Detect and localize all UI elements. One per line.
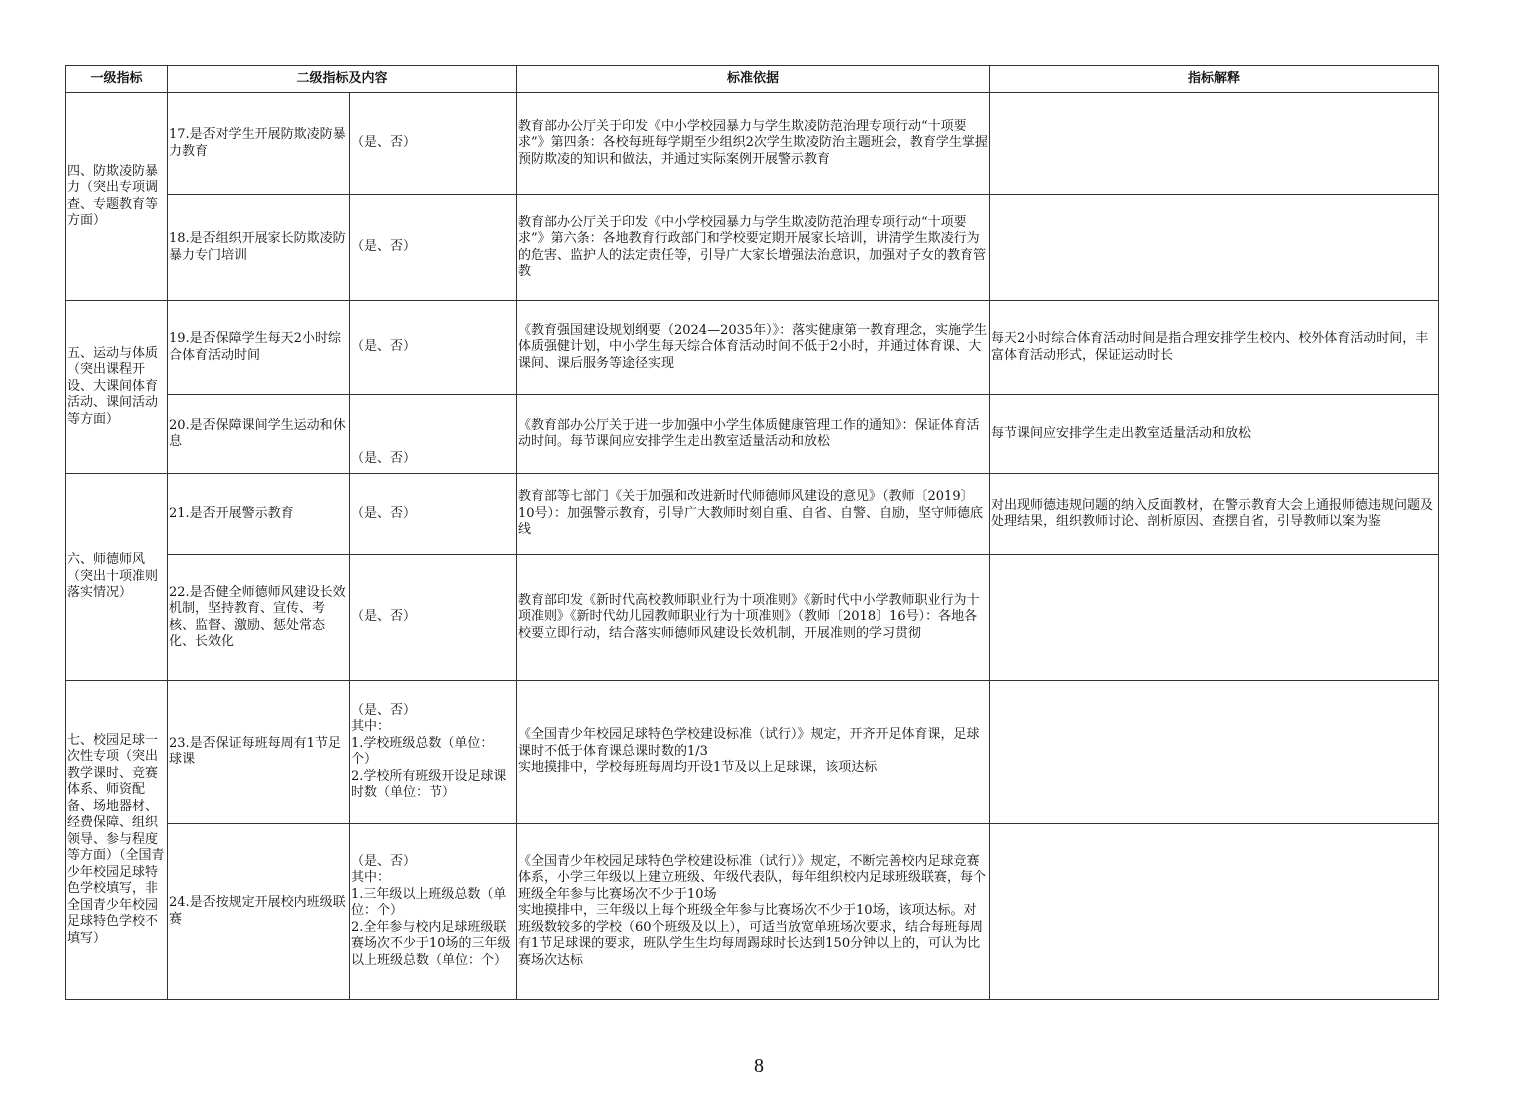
answer-cell: （是、否） — [350, 474, 517, 555]
basis-cell: 《全国青少年校园足球特色学校建设标准（试行）》规定，开齐开足体育课，足球课时不低于体育课总课时数的1/3 实地摸排中，学校每班每周均开设1节及以上足球课，该项达标 — [517, 681, 990, 824]
answer-cell: （是、否） — [350, 93, 517, 195]
basis-cell: 教育部办公厅关于印发《中小学校园暴力与学生欺凌防范治理专项行动“十项要求”》第六条：各地教育行政部门和学校要定期开展家长培训，讲清学生欺凌行为的危害、监护人的法定责任等，引导广大家长增强法治意识，加强对子女的教育管教 — [517, 195, 990, 301]
level2-item: 21.是否开展警示教育 — [168, 474, 350, 555]
header-basis: 标准依据 — [517, 66, 990, 93]
level2-item: 20.是否保障课间学生运动和休息 — [168, 395, 350, 474]
level1-cell: 四、防欺凌防暴力（突出专项调查、专题教育等方面） — [66, 93, 168, 301]
answer-cell: （是、否） — [350, 301, 517, 395]
basis-cell: 《教育部办公厅关于进一步加强中小学生体质健康管理工作的通知》：保证体育活动时间。每节课间应安排学生走出教室适量活动和放松 — [517, 395, 990, 474]
explanation-cell: 每节课间应安排学生走出教室适量活动和放松 — [990, 395, 1439, 474]
level2-item: 17.是否对学生开展防欺凌防暴力教育 — [168, 93, 350, 195]
explanation-cell — [990, 195, 1439, 301]
basis-cell: 《教育强国建设规划纲要（2024—2035年）》：落实健康第一教育理念，实施学生体质强健计划，中小学生每天综合体育活动时间不低于2小时，并通过体育课、大课间、课后服务等途径实现 — [517, 301, 990, 395]
answer-cell: （是、否） 其中： 1.学校班级总数（单位：个） 2.学校所有班级开设足球课时数（单位：节） — [350, 681, 517, 824]
answer-cell: （是、否） 其中： 1.三年级以上班级总数（单位：个） 2.全年参与校内足球班级联赛场次不少于10场的三年级以上班级总数（单位：个） — [350, 824, 517, 1000]
level2-item: 23.是否保证每班每周有1节足球课 — [168, 681, 350, 824]
basis-cell: 教育部办公厅关于印发《中小学校园暴力与学生欺凌防范治理专项行动“十项要求”》第四条：各校每班每学期至少组织2次学生欺凌防治主题班会，教育学生掌握预防欺凌的知识和做法，并通过实际案例开展警示教育 — [517, 93, 990, 195]
explanation-cell — [990, 555, 1439, 681]
table-row — [66, 301, 1439, 395]
header-row — [66, 66, 1439, 93]
level2-item: 22.是否健全师德师风建设长效机制，坚持教育、宣传、考核、监督、激励、惩处常态化、长效化 — [168, 555, 350, 681]
level1-cell: 五、运动与体质（突出课程开设、大课间体育活动、课间活动等方面） — [66, 301, 168, 474]
explanation-cell — [990, 681, 1439, 824]
header-explanation: 指标解释 — [990, 66, 1439, 93]
basis-cell: 教育部印发《新时代高校教师职业行为十项准则》《新时代中小学教师职业行为十项准则》《新时代幼儿园教师职业行为十项准则》（教师〔2018〕16号）：各地各校要立即行动，结合落实师德师风建设长效机制，开展准则的学习贯彻 — [517, 555, 990, 681]
table-row — [66, 555, 1439, 681]
page-number: 8 — [754, 1055, 764, 1077]
level1-cell: 七、校园足球一次性专项（突出教学课时、竞赛体系、师资配备、场地器材、经费保障、组织领导、参与程度等方面）（全国青少年校园足球特色学校填写，非全国青少年校园足球特色学校不填写） — [66, 681, 168, 1000]
answer-cell: （是、否） — [350, 195, 517, 301]
indicator-table — [65, 65, 1439, 1000]
level2-item: 19.是否保障学生每天2小时综合体育活动时间 — [168, 301, 350, 395]
basis-cell: 教育部等七部门《关于加强和改进新时代师德师风建设的意见》（教师〔2019〕10号）：加强警示教育，引导广大教师时刻自重、自省、自警、自励，坚守师德底线 — [517, 474, 990, 555]
explanation-cell: 对出现师德违规问题的纳入反面教材，在警示教育大会上通报师德违规问题及处理结果，组织教师讨论、剖析原因、查摆自省，引导教师以案为鉴 — [990, 474, 1439, 555]
level2-item: 18.是否组织开展家长防欺凌防暴力专门培训 — [168, 195, 350, 301]
table-row — [66, 93, 1439, 195]
answer-cell: （是、否） — [350, 395, 517, 474]
table-row — [66, 681, 1439, 824]
level2-item: 24.是否按规定开展校内班级联赛 — [168, 824, 350, 1000]
explanation-cell: 每天2小时综合体育活动时间是指合理安排学生校内、校外体育活动时间，丰富体育活动形式，保证运动时长 — [990, 301, 1439, 395]
table-row — [66, 195, 1439, 301]
header-level1: 一级指标 — [66, 66, 168, 93]
explanation-cell — [990, 93, 1439, 195]
answer-cell: （是、否） — [350, 555, 517, 681]
table-row — [66, 824, 1439, 1000]
explanation-cell — [990, 824, 1439, 1000]
level1-cell: 六、师德师风（突出十项准则落实情况） — [66, 474, 168, 681]
table-row — [66, 474, 1439, 555]
table-row — [66, 395, 1439, 474]
header-level2: 二级指标及内容 — [168, 66, 517, 93]
basis-cell: 《全国青少年校园足球特色学校建设标准（试行）》规定，不断完善校内足球竞赛体系，小学三年级以上建立班级、年级代表队，每年组织校内足球班级联赛，每个班级全年参与比赛场次不少于10场 实地摸排中，三年级以上每个班级全年参与比赛场次不少于10场，该项达标。对班级数较多的学校（60个班级及以上），可适当放宽单班场次要求，结合每班每周有1节足球课的要求，班队学生生均每周踢球时长达到150分钟以上的，可认为比赛场次达标 — [517, 824, 990, 1000]
